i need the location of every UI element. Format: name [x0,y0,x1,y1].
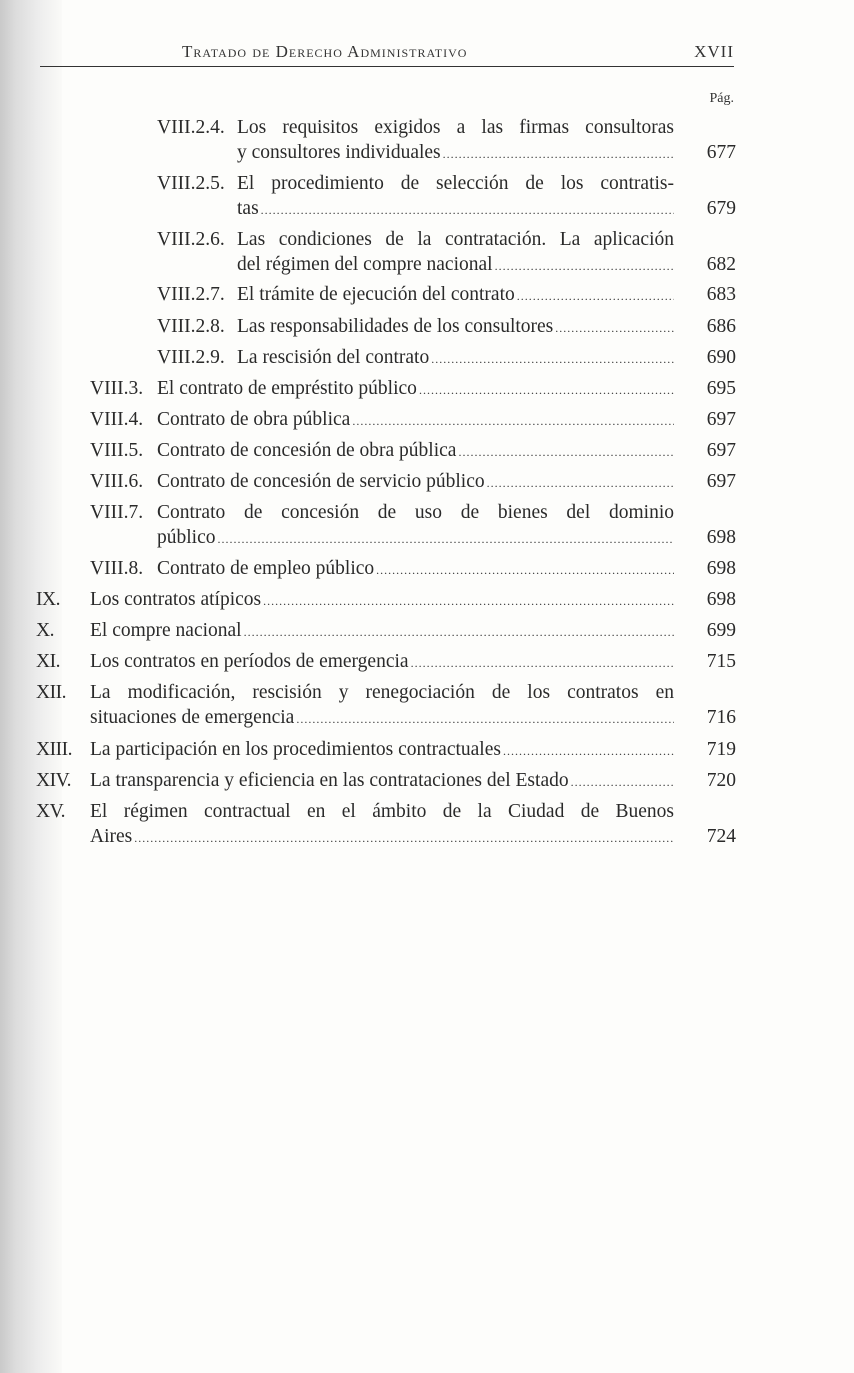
toc-entry-title-text: El contrato de empréstito público [157,378,417,399]
toc-entry-page: 724 [706,826,736,847]
toc-entry-title-text: Las responsabilidades de los consultores [237,316,554,337]
dot-leader [431,347,674,370]
toc-entry-page: 695 [706,378,736,399]
toc-entry-title-line: Los requisitos exigidos a las firmas consultoras [237,117,674,138]
toc-entry-number: VIII.2.4. [157,117,225,138]
toc-entry-title-text: El compre nacional [90,620,242,641]
toc-entry-number: VIII.2.9. [157,347,225,368]
toc-entry-page: 720 [706,770,736,791]
toc-entry-title [90,680,674,730]
toc-entry-title-text: La rescisión del contrato [237,347,430,368]
toc-entry-title-text: tas [237,198,259,219]
dot-leader [296,707,674,730]
toc-entry-title-last-line [237,196,674,221]
toc-entry-title-last-line [157,438,674,463]
toc-entry-title-last-line [237,282,674,307]
toc-entry-title [157,500,674,550]
toc-entry-title-text: Los contratos atípicos [90,589,262,610]
dot-leader [376,558,674,581]
toc-entry-page: 683 [706,284,736,305]
dot-leader [503,739,674,762]
toc-entry-title [237,314,674,339]
toc-entry-number: IX. [36,589,60,610]
toc-entry-title-last-line [90,705,674,730]
toc-entry-title-text: Contrato de concesión de obra pública [157,440,457,461]
toc-entry-number: VIII.2.8. [157,316,225,337]
toc-entry-page: 698 [706,527,736,548]
toc-entry-page: 697 [706,440,736,461]
toc-entry-title-last-line [157,469,674,494]
dot-leader [352,409,674,432]
toc-entry-title-last-line [157,376,674,401]
toc-entry-number: VIII.8. [90,558,144,579]
toc-entry-title-text: La transparencia y eficiencia en las contrataciones del Estado [90,770,569,791]
toc-entry-number: XII. [36,682,66,703]
dot-leader [261,198,674,221]
toc-entry-title [237,282,674,307]
toc-entry-page: 699 [706,620,736,641]
toc-entry-page: 716 [706,707,736,728]
toc-entry-number: XIV. [36,770,72,791]
toc-entry-title-line: Las condiciones de la contratación. La aplicación [237,229,674,250]
toc-entry-number: VIII.5. [90,440,144,461]
toc-entry-title-last-line [157,407,674,432]
dot-leader [218,527,675,550]
toc-entry-title [237,171,674,221]
toc-entry-title-last-line [90,737,674,762]
toc-entry-title-last-line [157,556,674,581]
toc-entry-title-text: público [157,527,216,548]
dot-leader [495,254,674,277]
toc-entry-title [157,407,674,432]
toc-entry-title-text: Contrato de obra pública [157,409,351,430]
toc-entry-page: 682 [706,254,736,275]
toc-entry-title-line: Contrato de concesión de uso de bienes del dominio [157,502,674,523]
toc-entry-title [157,556,674,581]
dot-leader [443,142,674,165]
toc-entry-title-text: situaciones de emergencia [90,707,295,728]
page-column-label: Pág. [709,91,734,106]
toc-entry-number: VIII.2.5. [157,173,225,194]
toc-entry-number: VIII.4. [90,409,144,430]
book-title: Tratado de Derecho Administrativo [182,42,468,61]
toc-entry-title-line: El procedimiento de selección de los contratis- [237,173,674,194]
toc-entry-number: XI. [36,651,60,672]
page-number: XVII [694,42,734,61]
toc-entry-title-line: La modificación, rescisión y renegociación de los contratos en [90,682,674,703]
toc-entry-number: VIII.7. [90,502,144,523]
toc-entry-title-text: La participación en los procedimientos contractuales [90,739,501,760]
toc-entry-number: X. [36,620,54,641]
dot-leader [458,440,674,463]
toc-entry-page: 690 [706,347,736,368]
toc-entry-number: VIII.3. [90,378,144,399]
toc-entry-page: 697 [706,409,736,430]
toc-entry-title-text: Aires [90,826,133,847]
running-header [40,40,734,67]
toc-entry-page: 697 [706,471,736,492]
toc-entry-title-text: Contrato de concesión de servicio público [157,471,485,492]
toc-entry-number: VIII.6. [90,471,144,492]
toc-entry-page: 698 [706,558,736,579]
dot-leader [487,471,674,494]
toc-entry-title-text: El trámite de ejecución del contrato [237,284,515,305]
dot-leader [134,826,674,849]
toc-entry-title [237,115,674,165]
dot-leader [517,284,674,307]
toc-entry-title [157,376,674,401]
toc-entry-title [90,618,674,643]
toc-entry-title [237,227,674,277]
dot-leader [244,620,674,643]
toc-entry-title-last-line [237,345,674,370]
toc-entry-title [157,438,674,463]
toc-entry-title-text: del régimen del compre nacional [237,254,493,275]
dot-leader [419,378,674,401]
toc-entry-title [90,799,674,849]
toc-entry-title-text: Los contratos en períodos de emergencia [90,651,409,672]
toc-entry-title-last-line [90,768,674,793]
dot-leader [263,589,674,612]
toc-entry-title [157,469,674,494]
dot-leader [411,651,674,674]
toc-entry-title [90,587,674,612]
toc-entry-title [90,649,674,674]
toc-entry-title-last-line [237,252,674,277]
toc-entry-page: 677 [706,142,736,163]
toc-entry-title-last-line [237,140,674,165]
toc-entry-title-last-line [90,649,674,674]
dot-leader [571,770,674,793]
toc-entry-page: 715 [706,651,736,672]
toc-entry-title [237,345,674,370]
toc-entry-page: 698 [706,589,736,610]
toc-entry-page: 686 [706,316,736,337]
toc-entry-number: VIII.2.7. [157,284,225,305]
toc-entry-page: 679 [706,198,736,219]
toc-entry-number: XIII. [36,739,72,760]
toc-entry-title-text: Contrato de empleo público [157,558,375,579]
toc-entry-number: XV. [36,801,66,822]
toc-entry-page: 719 [706,739,736,760]
dot-leader [555,316,674,339]
toc-entry-title-last-line [157,525,674,550]
toc-entry-title-line: El régimen contractual en el ámbito de la Ciudad de Buenos [90,801,674,822]
toc-entry-title-last-line [90,824,674,849]
toc-entry-title-last-line [90,587,674,612]
toc-entry-title-last-line [90,618,674,643]
toc-entry-number: VIII.2.6. [157,229,225,250]
toc-entry-title [90,768,674,793]
toc-entry-title-text: y consultores individuales [237,142,441,163]
toc-entry-title [90,737,674,762]
toc-entry-title-last-line [237,314,674,339]
